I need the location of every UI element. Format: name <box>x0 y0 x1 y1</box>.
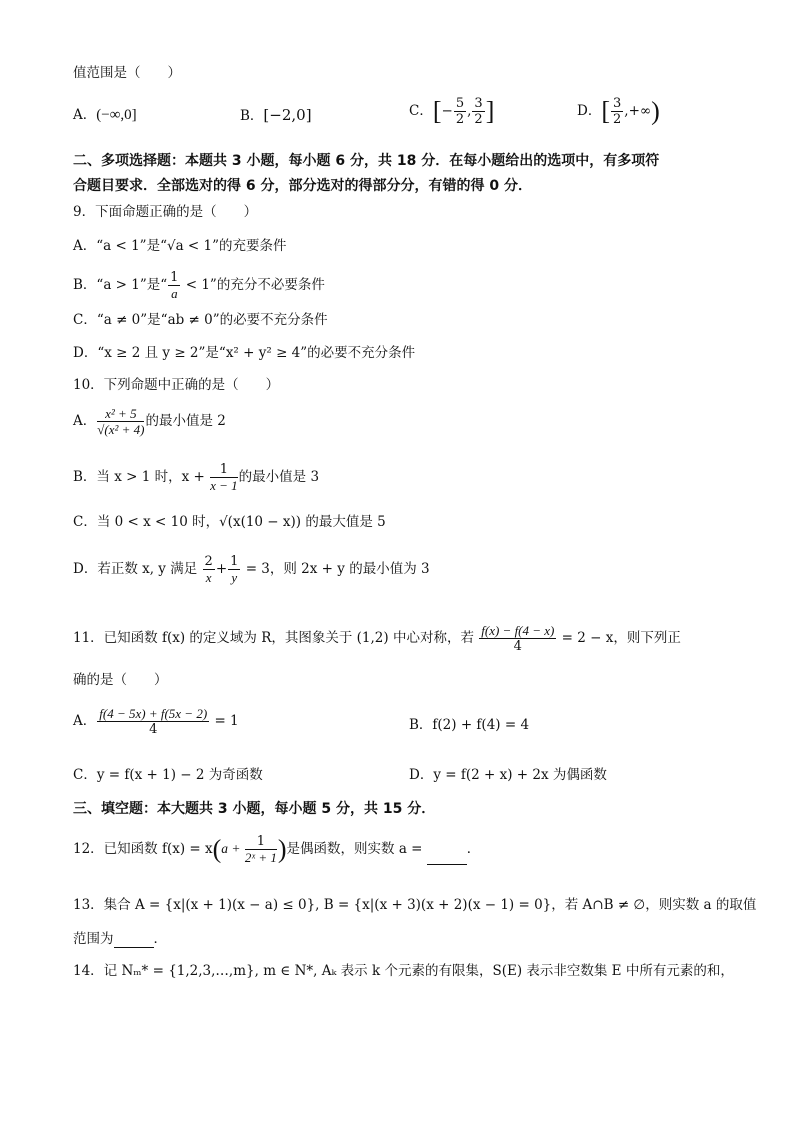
q10-a-pre: A． <box>73 413 97 429</box>
q8-option-d-label: D． <box>577 103 602 119</box>
q11-a-frac: $\frac{f(4 - 5x) + f(5x - 2)}{4}$ <box>99 706 208 737</box>
q12-pre: 12．已知函数 f(x) = x <box>73 841 213 857</box>
q8-c-frac-1: $\frac{5}{2}$ <box>455 96 465 127</box>
q9-option-c: C．“a ≠ 0”是“ab ≠ 0”的必要不充分条件 <box>73 312 328 328</box>
q12-post: 是偶函数，则实数 a = <box>286 841 427 857</box>
q13-line2-text: 范围为 <box>73 931 114 947</box>
q11-pre: 11．已知函数 f(x) 的定义域为 R，其图象关于 (1,2) 中心对称，若 <box>73 630 479 646</box>
q8-c-frac-2: $\frac{3}{2}$ <box>474 96 483 127</box>
q9-option-a: A．“a < 1”是“√a < 1”的充要条件 <box>73 238 287 254</box>
q13-stem: 13．集合 A = {x|(x + 1)(x − a) ≤ 0}, B = {x|(x + 3)(x + 2)(x − 1) = 0}，若 A∩B ≠ ∅，则实数 a 的取值 <box>73 897 757 913</box>
q8-option-a <box>73 106 137 124</box>
q13-stem-line2 <box>73 930 167 948</box>
q10-d-frac-2: $\frac{1}{y}$ <box>230 554 239 585</box>
q8-d-frac: $\frac{3}{2}$ <box>613 96 622 127</box>
section-2-heading-line1: 二、多项选择题：本题共 3 小题，每小题 6 分，共 18 分．在每小题给出的选项中，有多项符 <box>73 153 660 169</box>
q12-answer-blank[interactable] <box>427 850 467 865</box>
q10-b-post: 的最小值是 3 <box>238 469 320 485</box>
q9-stem: 9．下面命题正确的是（ ） <box>73 204 258 220</box>
q10-option-a <box>73 406 226 437</box>
q10-a-post: 的最小值是 2 <box>145 413 226 429</box>
q11-a-pre: A． <box>73 713 97 729</box>
q10-stem: 10．下列命题中正确的是（ ） <box>73 377 280 393</box>
q11-post: = 2 − x，则下列正 <box>557 630 681 646</box>
q10-b-pre: B．当 x > 1 时，x + <box>73 469 210 485</box>
q11-option-b: B．f(2) + f(4) = 4 <box>409 717 530 733</box>
q14-stem: 14．记 Nₘ* = {1,2,3,…,m}, m ∈ N*, Aₖ 表示 k 个元素的有限集，S(E) 表示非空数集 E 中所有元素的和， <box>73 963 734 979</box>
q8-option-b-label: B． <box>240 108 264 124</box>
q12-stem: 12．已知函数 f(x) = x(a + $\frac{1}{\text{2ˣ + 1}}$ )是偶函数，则实数 a = ． <box>73 834 481 865</box>
q8-d-tail: ,+∞ <box>624 103 652 119</box>
q11-stem-line2: 确的是（ ） <box>73 672 168 688</box>
section-3-heading: 三、填空题：本大题共 3 小题，每小题 5 分，共 15 分． <box>73 801 436 817</box>
q10-d-frac-1: $\frac{2}{x}$ <box>204 554 213 585</box>
q11-a-post: = 1 <box>210 713 239 729</box>
q11-stem <box>73 623 681 654</box>
q9-b-post: < 1”的充分不必要条件 <box>181 277 325 293</box>
q9-b-frac: $\frac{1}{a}$ <box>170 270 179 301</box>
q11-frac: $\frac{f(x) - f(4 - x)}{4}$ <box>481 623 555 654</box>
q12-a: a + <box>221 841 244 856</box>
q10-b-frac: $\frac{1}{x - 1}$ <box>210 462 238 493</box>
q8-option-c: C．[− $\frac{5}{2}$ , $\frac{3}{2}$ ] <box>409 96 495 127</box>
q11-option-d: D．y = f(2 + x) + 2x 为偶函数 <box>409 767 607 783</box>
q10-d-post: = 3，则 2x + y 的最小值为 3 <box>241 561 430 577</box>
q8-option-d: D．[ $\frac{3}{2}$ ,+∞) <box>577 96 660 127</box>
q8-continuation: 值范围是（ ） <box>73 65 181 81</box>
q9-option-b <box>73 270 325 301</box>
q13-answer-blank[interactable] <box>114 933 154 948</box>
q11-option-c: C．y = f(x + 1) − 2 为奇函数 <box>73 767 263 783</box>
q8-option-a-label: A． <box>73 107 97 123</box>
q10-option-b <box>73 462 319 493</box>
q9-option-d: D．“x ≥ 2 且 y ≥ 2”是“x² + y² ≥ 4”的必要不充分条件 <box>73 345 416 361</box>
q11-option-a <box>73 706 239 737</box>
q12-frac: $\frac{1}{\text{2ˣ + 1}}$ <box>244 834 277 865</box>
q10-option-c: C．当 0 < x < 10 时，√(x(10 − x)) 的最大值是 5 <box>73 514 386 530</box>
q10-d-pre: D．若正数 x, y 满足 <box>73 561 202 577</box>
section-2-heading-line2: 合题目要求．全部选对的得 6 分，部分选对的得部分分，有错的得 0 分． <box>73 178 532 194</box>
q8-option-b-math: [−2,0] <box>263 106 312 124</box>
q9-b-pre: B．“a > 1”是“ <box>73 277 168 293</box>
q13-end: ． <box>153 931 167 947</box>
q8-option-a-math: (−∞,0] <box>96 107 137 123</box>
q12-end: ． <box>466 841 481 857</box>
q8-option-c-label: C． <box>409 103 433 119</box>
q8-option-b <box>240 106 312 125</box>
q10-option-d: D．若正数 x, y 满足 $\frac{2}{x}$ + $\frac{1}{y}$ = 3，则 2x + y 的最小值为 3 <box>73 554 430 585</box>
q10-a-frac: $\frac{\text{x² + 5}}{\text{√(x² + 4)}}$ <box>97 406 145 437</box>
